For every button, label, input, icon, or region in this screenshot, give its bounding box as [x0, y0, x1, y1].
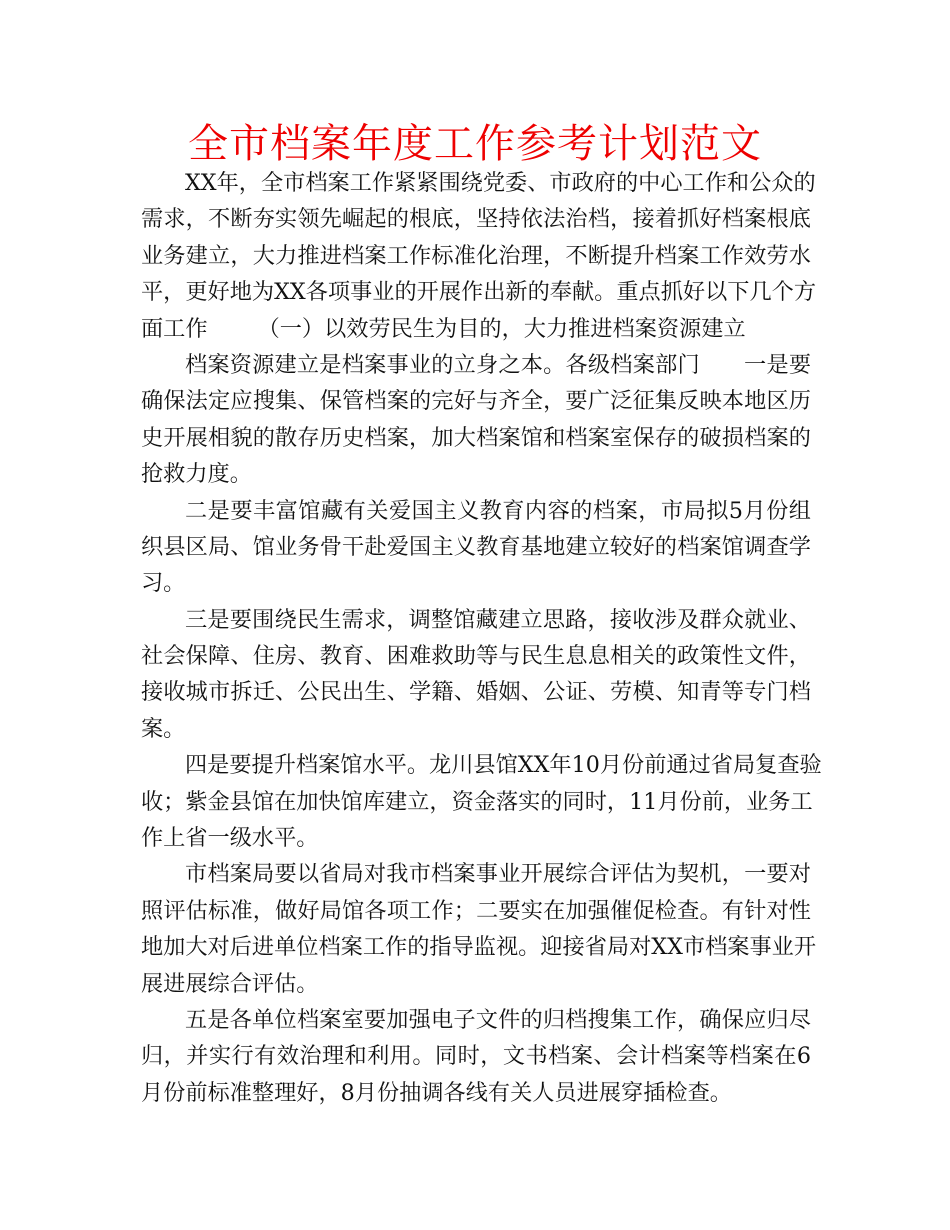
- paragraph-line: 平，更好地为XX各项事业的开展作出新的奉献。重点抓好以下几个方: [141, 279, 817, 306]
- paragraph-line: 史开展相貌的散存历史档案，加大档案馆和档案室保存的破损档案的: [141, 424, 811, 451]
- section-heading: （一）以效劳民生为目的，大力推进档案资源建立: [257, 315, 746, 342]
- paragraph-line: XX年，全市档案工作紧紧围绕党委、市政府的中心工作和公众的: [185, 170, 816, 196]
- paragraph-line: 地加大对后进单位档案工作的指导监视。迎接省局对XX市档案事业开: [141, 934, 817, 961]
- paragraph-line: [141, 347, 811, 383]
- paragraph-line: 三是要围绕民生需求，调整馆藏建立思路，接收涉及群众就业、: [185, 606, 811, 633]
- paragraph-line: 习。: [141, 570, 186, 597]
- paragraph-line: 需求，不断夯实领先崛起的根底，坚持依法治档，接着抓好档案根底: [141, 206, 811, 233]
- paragraph-line: 月份前标准整理好，8月份抽调各线有关人员进展穿插检查。: [141, 1079, 732, 1106]
- paragraph-text: 面工作: [141, 315, 208, 342]
- paragraph-line: 织县区局、馆业务骨干赴爱国主义教育基地建立较好的档案馆调查学: [141, 533, 811, 560]
- paragraph-line: 案。: [141, 715, 186, 742]
- paragraph-line: 市档案局要以省局对我市档案事业开展综合评估为契机，一要对: [185, 861, 811, 888]
- paragraph-line: 收；紫金县馆在加快馆库建立，资金落实的同时，11月份前，业务工: [141, 788, 813, 815]
- paragraph-line: 五是各单位档案室要加强电子文件的归档搜集工作，确保应归尽: [185, 1006, 811, 1033]
- paragraph-line: 社会保障、住房、教育、困难救助等与民生息息相关的政策性文件，: [141, 643, 811, 670]
- document-title: 全市档案年度工作参考计划范文: [188, 121, 762, 167]
- paragraph-line: 展进展综合评估。: [141, 970, 319, 997]
- paragraph-text: 档案资源建立是档案事业的立身之本。各级档案部门: [185, 351, 700, 378]
- paragraph-line: 四是要提升档案馆水平。龙川县馆XX年10月份前通过省局复查验: [185, 752, 822, 779]
- paragraph-line: 抢救力度。: [141, 461, 252, 488]
- paragraph-line: 业务建立，大力推进档案工作标准化治理，不断提升档案工作效劳水: [141, 242, 811, 269]
- paragraph-text: 一是要: [743, 351, 812, 378]
- paragraph-line: 作上省一级水平。: [141, 825, 319, 852]
- paragraph-line: 归，并实行有效治理和利用。同时，文书档案、会计档案等档案在6: [141, 1043, 811, 1070]
- paragraph-line: 确保法定应搜集、保管档案的完好与齐全，要广泛征集反映本地区历: [141, 388, 811, 415]
- paragraph-line: 二是要丰富馆藏有关爱国主义教育内容的档案，市局拟5月份组: [185, 497, 811, 524]
- paragraph-line: 照评估标准，做好局馆各项工作；二要实在加强催促检查。有针对性: [141, 897, 811, 924]
- document-body: [141, 165, 822, 1111]
- paragraph-line: [141, 311, 811, 347]
- paragraph-line: 接收城市拆迁、公民出生、学籍、婚姻、公证、劳模、知青等专门档: [141, 679, 811, 706]
